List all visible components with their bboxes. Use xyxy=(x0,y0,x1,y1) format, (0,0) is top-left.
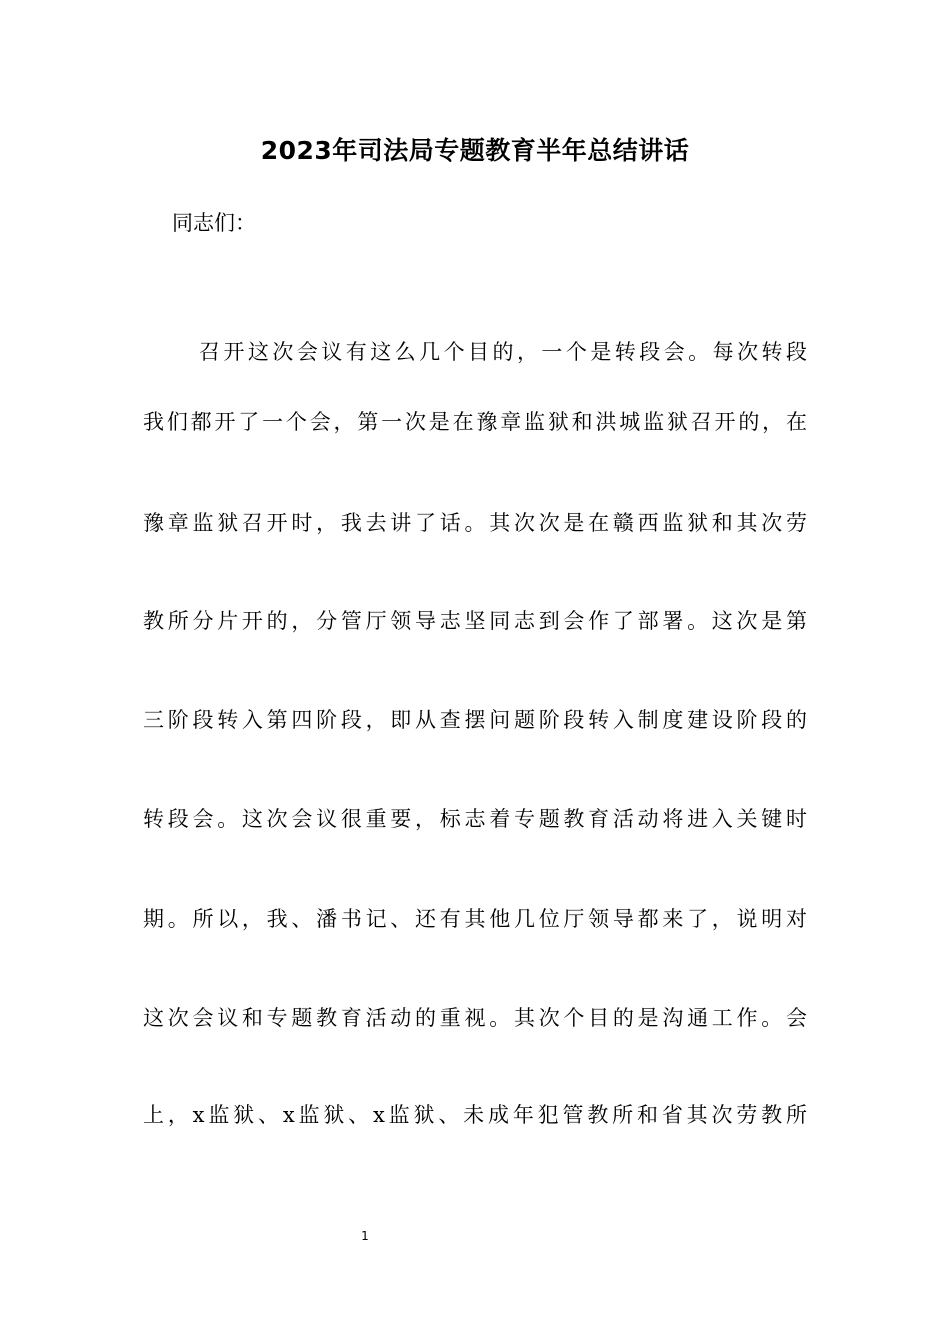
paragraph-line: 三阶段转入第四阶段，即从查摆问题阶段转入制度建设阶段的 xyxy=(143,708,807,732)
page-number: 1 xyxy=(361,1229,369,1243)
paragraph-line: 召开这次会议有这么几个目的，一个是转段会。每次转段 xyxy=(199,340,807,364)
salutation: 同志们： xyxy=(172,211,256,235)
paragraph-line: 豫章监狱召开时，我去讲了话。其次次是在赣西监狱和其次劳 xyxy=(143,511,807,535)
paragraph-line: 上，x监狱、x监狱、x监狱、未成年犯管教所和省其次劳教所 xyxy=(143,1103,807,1127)
document-title: 2023年司法局专题教育半年总结讲话 xyxy=(260,136,690,165)
paragraph-line: 转段会。这次会议很重要，标志着专题教育活动将进入关键时 xyxy=(143,807,807,831)
paragraph-line: 期。所以，我、潘书记、还有其他几位厅领导都来了，说明对 xyxy=(143,907,807,931)
paragraph-line: 我们都开了一个会，第一次是在豫章监狱和洪城监狱召开的，在 xyxy=(143,410,807,434)
paragraph-line: 这次会议和专题教育活动的重视。其次个目的是沟通工作。会 xyxy=(143,1006,807,1030)
paragraph-line: 教所分片开的，分管厅领导志坚同志到会作了部署。这次是第 xyxy=(143,609,807,633)
